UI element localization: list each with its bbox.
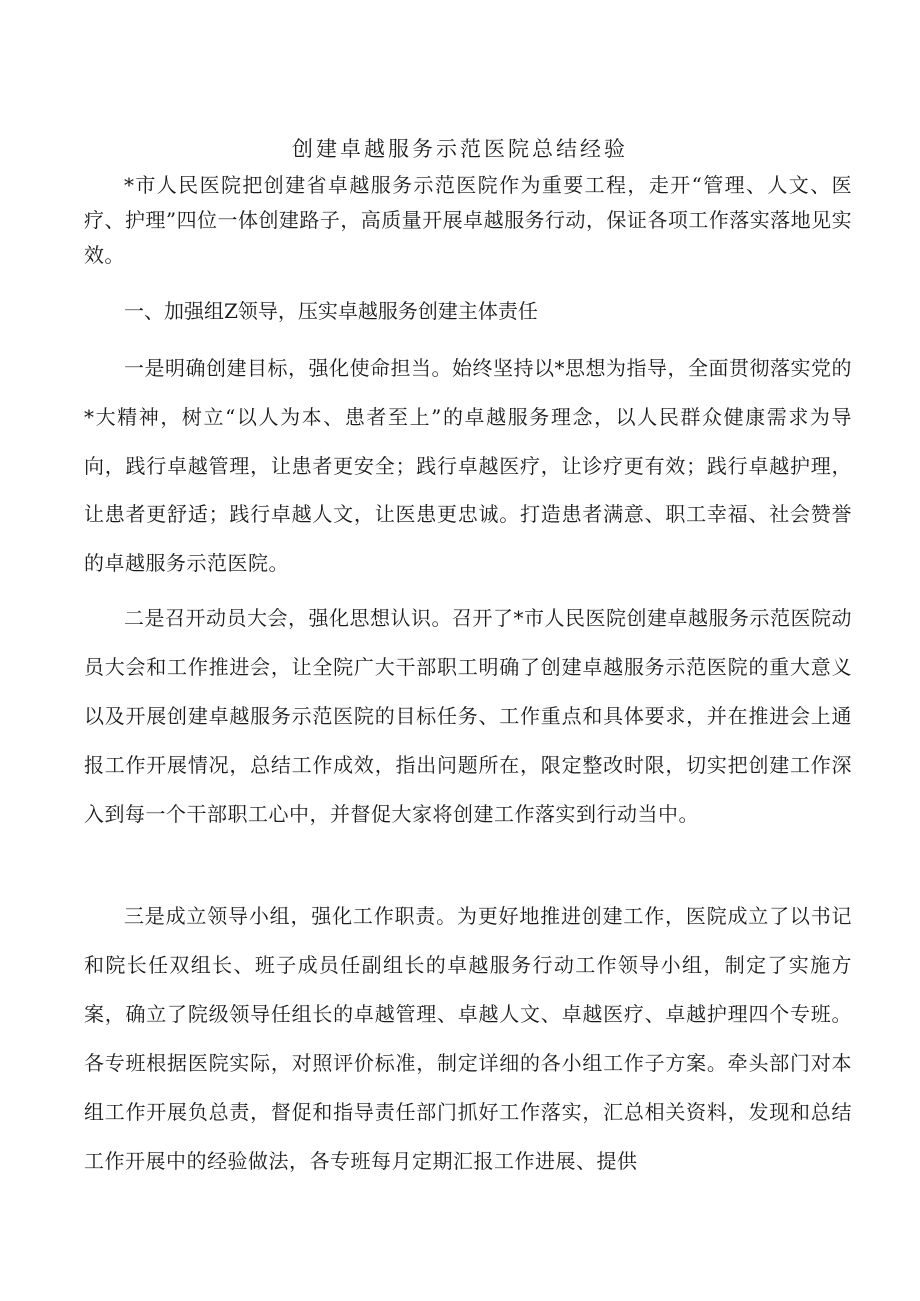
body-paragraph-2: 二是召开动员大会，强化思想认识。召开了*市人民医院创建卓越服务示范医院动员大会和工作推进会，让全院广大干部职工明确了创建卓越服务示范医院的重大意义以及开展创建卓越服务示范医院的目标任务、工作重点和具体要求，并在推进会上通报工作开展情况，总结工作成效，指出问题所在，限定整改时限，切实把创建工作深入到每一个干部职工心中，并督促大家将创建工作落实到行动当中。	[84, 606, 852, 826]
body-paragraph-3: 三是成立领导小组，强化工作职责。为更好地推进创建工作，医院成立了以书记和院长任双组长、班子成员任副组长的卓越服务行动工作领导小组，制定了实施方案，确立了院级领导任组长的卓越管理、卓越人文、卓越医疗、卓越护理四个专班。各专班根据医院实际，对照评价标准，制定详细的各小组工作子方案。牵头部门对本组工作开展负总责，督促和指导责任部门抓好工作落实，汇总相关资料，发现和总结工作开展中的经验做法，各专班每月定期汇报工作进展、提供	[84, 904, 852, 1173]
body-paragraph-1: 一是明确创建目标，强化使命担当。始终坚持以*思想为指导，全面贯彻落实党的*大精神，树立“以人为本、患者至上”的卓越服务理念，以人民群众健康需求为导向，践行卓越管理，让患者更安全；践行卓越医疗，让诊疗更有效；践行卓越护理，让患者更舒适；践行卓越人文，让医患更忠诚。打造患者满意、职工幸福、社会赞誉的卓越服务示范医院。	[84, 356, 852, 576]
document-title: 创建卓越服务示范医院总结经验	[292, 137, 628, 161]
section-heading: 一、加强组Z领导，压实卓越服务创建主体责任	[124, 299, 538, 323]
intro-paragraph: *市人民医院把创建省卓越服务示范医院作为重要工程，走开“管理、人文、医疗、护理”四位一体创建路子，高质量开展卓越服务行动，保证各项工作落实落地见实效。	[84, 173, 852, 267]
